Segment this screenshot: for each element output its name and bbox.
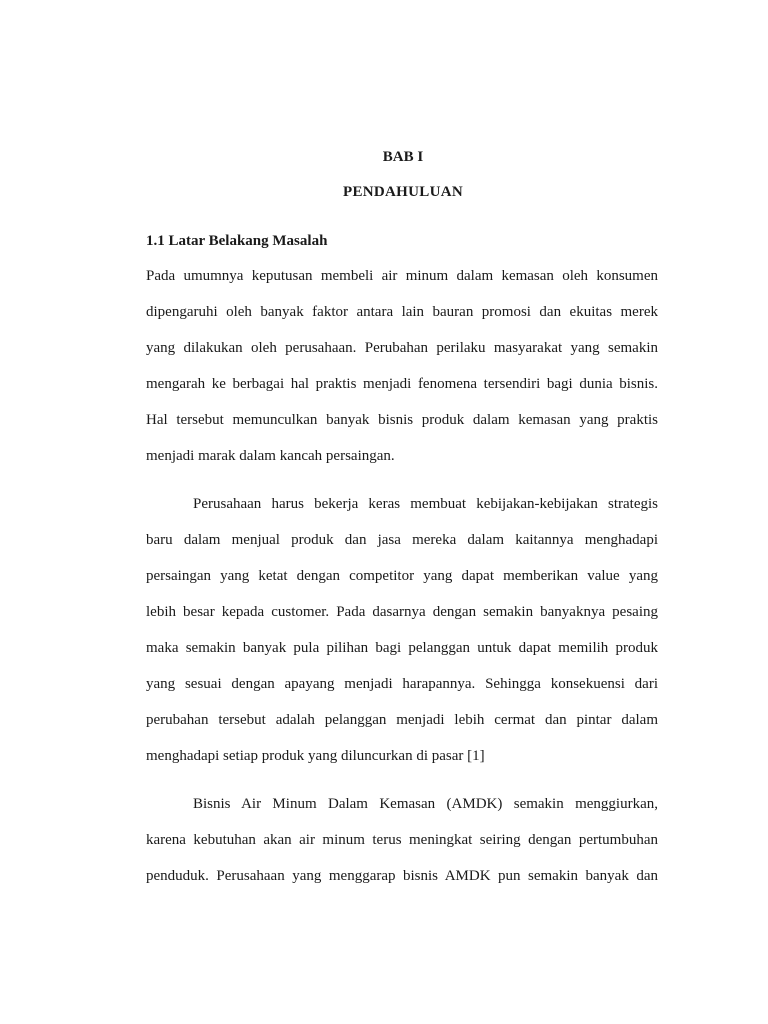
- paragraph-line: baru dalam menjual produk dan jasa mereka dalam kaitannya menghadapi: [146, 532, 658, 548]
- paragraph-line: yang dilakukan oleh perusahaan. Perubahan perilaku masyarakat yang semakin: [146, 340, 658, 356]
- paragraph-3: [146, 794, 658, 902]
- paragraph-line: mengarah ke berbagai hal praktis menjadi fenomena tersendiri bagi dunia bisnis.: [146, 376, 658, 392]
- section-title: 1.1 Latar Belakang Masalah: [146, 233, 328, 249]
- paragraph-line: Bisnis Air Minum Dalam Kemasan (AMDK) semakin menggiurkan,: [193, 796, 658, 812]
- paragraph-line: Perusahaan harus bekerja keras membuat kebijakan-kebijakan strategis: [193, 496, 658, 512]
- paragraph-line: Hal tersebut memunculkan banyak bisnis produk dalam kemasan yang praktis: [146, 412, 658, 428]
- paragraph-line: yang sesuai dengan apayang menjadi harapannya. Sehingga konsekuensi dari: [146, 676, 658, 692]
- paragraph-line: maka semakin banyak pula pilihan bagi pelanggan untuk dapat memilih produk: [146, 640, 658, 656]
- paragraph-line: karena kebutuhan akan air minum terus meningkat seiring dengan pertumbuhan: [146, 832, 658, 848]
- paragraph-line: penduduk. Perusahaan yang menggarap bisnis AMDK pun semakin banyak dan: [146, 868, 658, 884]
- paragraph-line: dipengaruhi oleh banyak faktor antara lain bauran promosi dan ekuitas merek: [146, 304, 658, 320]
- paragraph-1: [146, 266, 658, 482]
- paragraph-2: [146, 494, 658, 782]
- paragraph-line: persaingan yang ketat dengan competitor yang dapat memberikan value yang: [146, 568, 658, 584]
- paragraph-line: perubahan tersebut adalah pelanggan menjadi lebih cermat dan pintar dalam: [146, 712, 658, 728]
- paragraph-line: lebih besar kepada customer. Pada dasarnya dengan semakin banyaknya pesaing: [146, 604, 658, 620]
- paragraph-line: menjadi marak dalam kancah persaingan.: [146, 448, 395, 464]
- paragraph-line: Pada umumnya keputusan membeli air minum dalam kemasan oleh konsumen: [146, 268, 658, 284]
- paragraph-line: menghadapi setiap produk yang diluncurkan di pasar [1]: [146, 748, 485, 764]
- chapter-title: PENDAHULUAN: [343, 184, 463, 200]
- chapter-number: BAB I: [382, 149, 424, 165]
